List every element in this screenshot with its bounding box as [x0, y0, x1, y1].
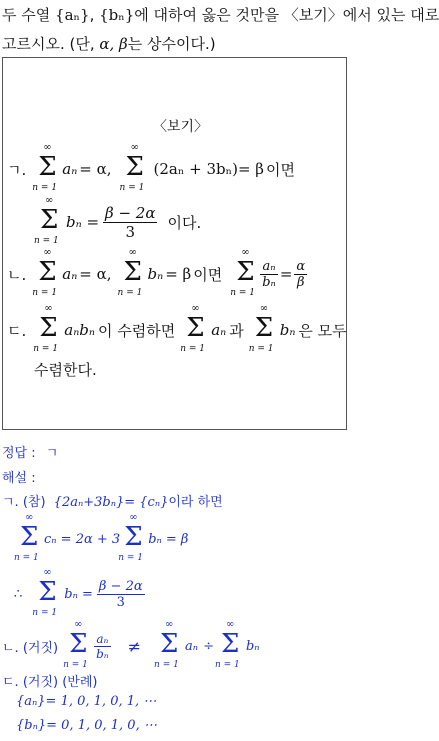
- summation-sign: ∞ Σ n = 1: [34, 195, 59, 246]
- equals-sign: =: [279, 265, 293, 283]
- item-n-rhs-fraction: $\frac{\alpha}{\beta}$: [296, 258, 306, 290]
- term-b-n: bₙ: [147, 265, 164, 283]
- explain-label: 해설 :: [2, 471, 36, 486]
- summation-sign: ∞ Σ n = 1: [119, 142, 145, 193]
- summation-sign: ∞ Σ n = 1: [154, 619, 179, 670]
- bogi-title: 〈보기〉: [153, 119, 209, 135]
- summation-sign: ∞ Σ n = 1: [32, 247, 58, 298]
- answer-line: [2, 442, 58, 461]
- not-equal-sign: ≠: [127, 636, 142, 656]
- term-a-n: aₙ: [62, 160, 78, 178]
- summation-sign: ∞ Σ n = 1: [14, 512, 39, 563]
- sequence-b: {bₙ}: [99, 6, 135, 24]
- g-definition-suffix: 이라 하면: [168, 495, 223, 510]
- question-line-2-text: 고르시오. (단,: [2, 35, 95, 53]
- question-intro: 두 수열: [2, 6, 51, 24]
- therefore-symbol: ∴: [14, 586, 23, 602]
- item-g-marker: ㄱ.: [7, 160, 27, 179]
- term-a-n: aₙ: [62, 265, 78, 283]
- item-g-result-suffix: 이다.: [167, 213, 202, 232]
- question-line-1: 두 수열 {aₙ}, {bₙ}에 대하여 옳은 것만을 〈보기〉에서 있는 대로: [2, 6, 439, 24]
- item-d-term1: aₙbₙ: [64, 321, 95, 339]
- g-equation-1: [14, 512, 189, 565]
- item-d-text3: 은 모두: [298, 321, 347, 340]
- g-eq1-part-a: cₙ = 2α + 3: [44, 531, 121, 547]
- g-heading: ㄱ. (참): [2, 495, 46, 510]
- g-eq2-fraction: $\frac{\beta - 2\alpha}{3}$: [98, 578, 143, 610]
- summation-sign: ∞ Σ n = 1: [32, 567, 58, 618]
- item-d-term2: aₙ: [211, 321, 227, 339]
- item-g-line-2: [34, 195, 202, 248]
- summation-sign: ∞ Σ n = 1: [180, 303, 205, 354]
- summation-sign: ∞ Σ n = 1: [117, 247, 143, 298]
- item-d-term3: bₙ: [279, 321, 296, 339]
- item-n-cond-suffix: 이면: [193, 265, 223, 284]
- n-term-a: aₙ: [185, 638, 199, 654]
- item-n-cond1-rhs: = α,: [79, 265, 112, 283]
- item-g-fraction: $\frac{\beta - 2\alpha}{3}$: [105, 203, 156, 241]
- item-d-line-2: 수렴한다.: [34, 361, 97, 379]
- item-n-lhs-fraction: $\frac{\text{aₙ}}{\text{bₙ}}$: [262, 258, 276, 290]
- question-line-2: [2, 33, 216, 54]
- item-n-line: [7, 248, 307, 300]
- item-d-text1: 이 수렴하면: [97, 321, 176, 340]
- item-d-marker: ㄷ.: [7, 321, 27, 340]
- d-heading: ㄷ. (거짓) (반례): [2, 675, 98, 690]
- question-line-1-rest: 에 대하여 옳은 것만을 〈보기〉에서 있는 대로: [134, 6, 439, 24]
- n-explain-line: [2, 620, 260, 672]
- summation-sign: ∞ Σ n = 1: [118, 512, 143, 563]
- g-eq1-part-b: bₙ = β: [148, 531, 189, 547]
- n-heading: ㄴ. (거짓): [2, 640, 59, 656]
- item-d-line-1: [7, 304, 347, 356]
- g-definition: {2aₙ+3bₙ}= {cₙ}: [53, 495, 169, 510]
- item-g-cond1-rhs: = α,: [79, 160, 112, 178]
- summation-sign: ∞ Σ n = 1: [230, 247, 256, 298]
- n-fraction: $\frac{\text{aₙ}}{\text{bₙ}}$: [96, 631, 109, 661]
- item-g-line-1: [7, 143, 295, 195]
- g-equation-2: [14, 568, 145, 620]
- summation-sign: ∞ Σ n = 1: [32, 142, 58, 193]
- question-line-2-end: 는 상수이다.): [127, 35, 216, 53]
- n-term-b: bₙ: [245, 638, 260, 654]
- summation-sign: ∞ Σ n = 1: [63, 619, 88, 670]
- answer-value: ㄱ: [45, 446, 59, 461]
- summation-sign: ∞ Σ n = 1: [33, 303, 59, 354]
- answer-label: 정답 :: [2, 446, 36, 461]
- item-n-cond2-rhs: = β: [165, 265, 192, 283]
- division-sign: ÷: [203, 638, 214, 654]
- d-sequence-a: {aₙ}= 1, 0, 1, 0, 1, ⋯: [16, 694, 157, 709]
- item-g-cond2: (2aₙ + 3bₙ)= β: [153, 160, 264, 178]
- item-g-cond2-suffix: 이면: [265, 160, 295, 179]
- sequence-a: {aₙ}: [55, 6, 90, 24]
- g-eq2-lhs: bₙ =: [64, 586, 93, 602]
- item-d-text2: 과: [229, 321, 244, 340]
- item-n-marker: ㄴ.: [7, 265, 27, 284]
- g-explain-line: [2, 491, 223, 510]
- constants-alpha-beta: α, β: [99, 35, 128, 53]
- summation-sign: ∞ Σ n = 1: [214, 619, 240, 670]
- item-g-result-lhs: bₙ =: [66, 213, 100, 231]
- summation-sign: ∞ Σ n = 1: [248, 303, 274, 354]
- d-sequence-b: {bₙ}= 0, 1, 0, 1, 0, ⋯: [16, 718, 157, 733]
